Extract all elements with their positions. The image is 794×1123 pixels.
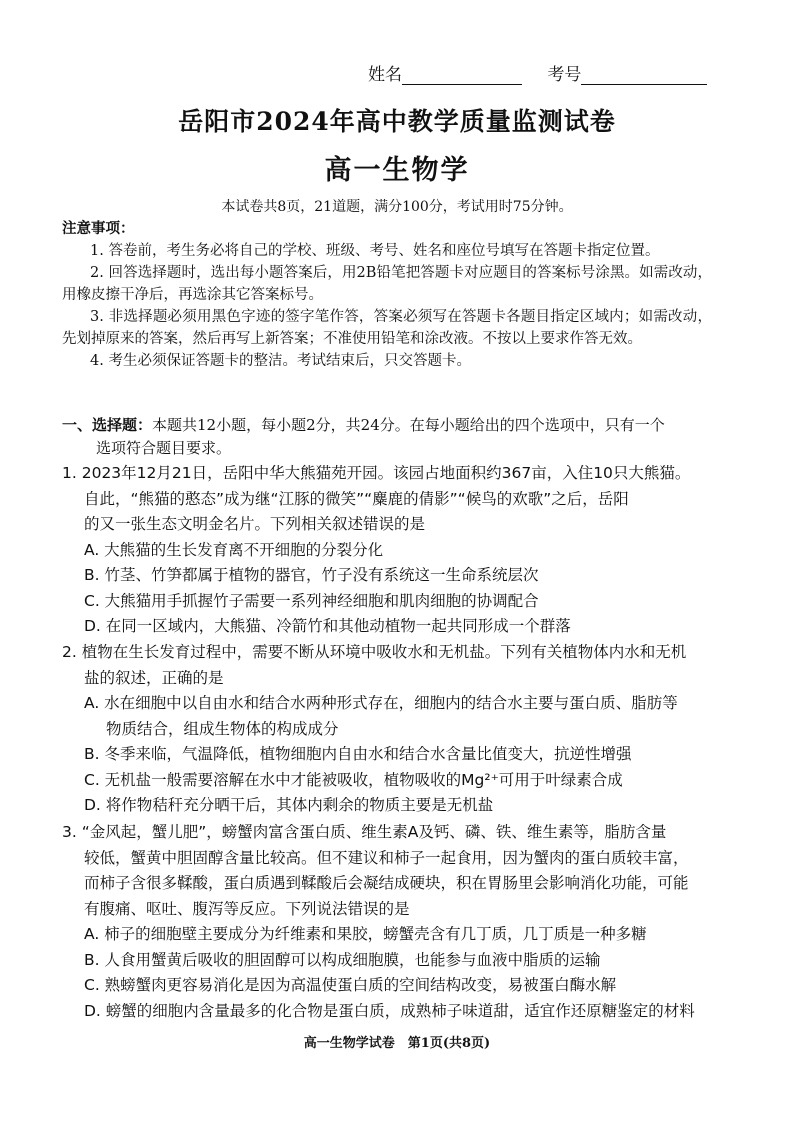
option-d: D. 螃蟹的细胞内含量最多的化合物是蛋白质，成熟柿子味道甜，适宜作还原糖鉴定的材料 <box>84 1001 695 1020</box>
exam-subtitle: 高一生物学 <box>324 155 470 186</box>
note-item: 3. 非选择题必须用黑色字迹的签字笔作答，答案必须写在答题卡各题目指定区域内；如需改动，先划掉原来的答案，然后再写上新答案；不准使用铅笔和涂改液。不按以上要求作答无效。 <box>62 309 712 347</box>
option-c: C. 熟螃蟹肉更容易消化是因为高温使蛋白质的空间结构改变，易被蛋白酶水解 <box>84 976 617 994</box>
notes-title: 注意事项： <box>62 220 135 237</box>
option-d: D. 在同一区域内，大熊猫、冷箭竹和其他动植物一起共同形成一个群落 <box>84 617 571 635</box>
section-title: 一、选择题： <box>62 416 153 434</box>
name-label: 姓名 <box>368 65 402 85</box>
option-a-cont: 物质结合，组成生物体的构成成分 <box>106 719 339 738</box>
note-item: 2. 回答选择题时，选出每小题答案后，用2B铅笔把答题卡对应题目的答案标号涂黑。如需改动，用橡皮擦干净后，再选涂其它答案标号。 <box>62 265 712 303</box>
section-instruction-cont: 选项符合题目要求。 <box>96 439 232 457</box>
question-stem: 1. 2023年12月21日，岳阳中华大熊猫苑开园。该园占地面积约367亩，入住10只大熊猫。 <box>62 464 691 482</box>
option-b: B. 冬季来临，气温降低，植物细胞内自由水和结合水含量比值变大，抗逆性增强 <box>84 745 632 763</box>
exam-info: 本试卷共8页，21道题，满分100分，考试用时75分钟。 <box>221 199 573 215</box>
question-stem-cont: 而柿子含很多鞣酸，蛋白质遇到鞣酸后会凝结成硬块，积在胃肠里会影响消化功能，可能 <box>84 874 689 892</box>
note-item: 4. 考生必须保证答题卡的整洁。考试结束后，只交答题卡。 <box>90 353 471 369</box>
option-a: A. 水在细胞中以自由水和结合水两种形式存在，细胞内的结合水主要与蛋白质、脂肪等 <box>84 694 678 712</box>
section-instruction: 本题共12小题，每小题2分，共24分。在每小题给出的四个选项中，只有一个 <box>152 416 665 434</box>
option-c: C. 大熊猫用手抓握竹子需要一系列神经细胞和肌肉细胞的协调配合 <box>84 591 539 610</box>
question-stem: 3. “金风起，蟹儿肥”，螃蟹肉富含蛋白质、维生素A及钙、磷、铁、维生素等，脂肪含量 <box>62 823 667 841</box>
option-d: D. 将作物秸秆充分晒干后，其体内剩余的物质主要是无机盐 <box>84 796 494 814</box>
exam-title: 岳阳市2024年高中教学质量监测试卷 <box>178 107 616 136</box>
question-stem-cont: 自此，“熊猫的憨态”成为继“江豚的微笑”“麋鹿的倩影”“候鸟的欢歌”之后，岳阳 <box>84 489 629 508</box>
option-b: B. 竹茎、竹笋都属于植物的器官，竹子没有系统这一生命系统层次 <box>84 566 539 584</box>
exam-number-blank <box>581 66 707 85</box>
question-2 <box>62 640 714 819</box>
candidate-info-line <box>368 60 707 85</box>
question-stem-cont: 有腹痛、呕吐、腹泻等反应。下列说法错误的是 <box>84 899 410 918</box>
question-stem: 2. 植物在生长发育过程中，需要不断从环境中吸收水和无机盐。下列有关植物体内水和无机 <box>62 643 687 661</box>
name-blank <box>402 66 522 85</box>
option-b: B. 人食用蟹黄后吸收的胆固醇可以构成细胞膜，也能参与血液中脂质的运输 <box>84 950 601 969</box>
exam-number-label: 考号 <box>547 65 582 85</box>
option-c: C. 无机盐一般需要溶解在水中才能被吸收，植物吸收的Mg²⁺可用于叶绿素合成 <box>84 770 623 789</box>
notes-block <box>62 218 712 372</box>
question-3 <box>62 820 714 1024</box>
option-a: A. 大熊猫的生长发育离不开细胞的分裂分化 <box>84 540 384 559</box>
question-1 <box>62 461 714 640</box>
question-stem-cont: 的又一张生态文明金名片。下列相关叙述错误的是 <box>84 515 426 533</box>
question-stem-cont: 较低，蟹黄中胆固醇含量比较高。但不建议和柿子一起食用，因为蟹肉的蛋白质较丰富， <box>84 848 689 867</box>
note-item: 1. 答卷前，考生务必将自己的学校、班级、考号、姓名和座位号填写在答题卡指定位置。 <box>90 243 660 259</box>
page-footer: 高一生物学试卷 第1页(共8页) <box>303 1036 491 1051</box>
section-heading <box>62 414 714 460</box>
option-a: A. 柿子的细胞壁主要成分为纤维素和果胶，螃蟹壳含有几丁质，几丁质是一种多糖 <box>84 925 647 943</box>
question-stem-cont: 盐的叙述，正确的是 <box>84 668 224 687</box>
